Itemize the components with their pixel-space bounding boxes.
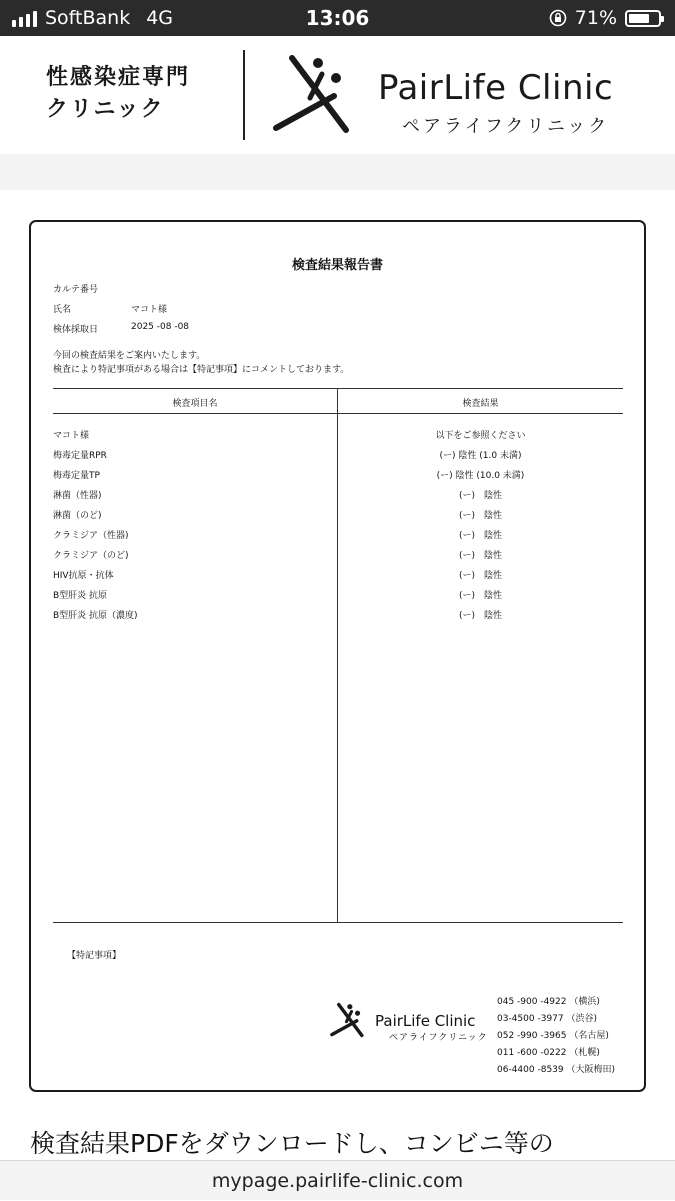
- meta-label-chart-number: カルテ番号: [53, 285, 99, 295]
- download-instruction-text: 検査結果PDFをダウンロードし、コンビニ等の: [30, 1129, 554, 1158]
- table-row-result: (ー) 陰性: [458, 611, 503, 621]
- footer-brand-name: PairLife Clinic: [375, 1012, 476, 1030]
- header-divider: [243, 50, 245, 140]
- column-header-result: 検査結果: [462, 399, 499, 409]
- tagline-line1: 性感染症専門: [46, 65, 191, 90]
- table-top-border: [53, 388, 623, 389]
- battery-icon: [625, 10, 661, 27]
- table-row-item: クラミジア（のど): [53, 551, 129, 561]
- table-row-item: 梅毒定量TP: [53, 471, 100, 481]
- table-row-item: 淋菌（性器): [53, 491, 102, 501]
- phone-sapporo: 011 -600 -0222 （札幌): [497, 1048, 600, 1058]
- table-row-item: マコト様: [53, 431, 90, 441]
- status-bar: [0, 0, 675, 36]
- table-row-result: (ー) 陰性: [458, 491, 503, 501]
- table-row-result: (ー) 陰性: [458, 551, 503, 561]
- table-row-item: 梅毒定量RPR: [53, 451, 107, 461]
- footer-brand-kana: ペアライフクリニック: [389, 1033, 488, 1043]
- table-bottom-border: [53, 922, 623, 923]
- column-header-item: 検査項目名: [172, 399, 218, 409]
- battery-percent: 71%: [574, 7, 617, 29]
- phone-osaka-umeda: 06-4400 -8539 （大阪梅田): [497, 1065, 615, 1075]
- clock-time: 13:06: [305, 6, 370, 30]
- orientation-lock-icon: [549, 9, 567, 27]
- table-row-item: 淋菌（のど): [53, 511, 102, 521]
- table-row-result: (ー) 陰性: [458, 591, 503, 601]
- brand-kana: ペアライフクリニック: [402, 116, 610, 137]
- address-bar[interactable]: [0, 1160, 675, 1200]
- special-notes-label: 【特記事項】: [67, 951, 122, 961]
- meta-value-name: マコト様: [131, 305, 168, 315]
- header-bottom-band: [0, 154, 675, 190]
- brand-name[interactable]: PairLife Clinic: [378, 68, 614, 108]
- phone-nagoya: 052 -990 -3965 （名古屋): [497, 1031, 609, 1041]
- network-type: 4G: [146, 7, 174, 29]
- phone-yokohama: 045 -900 -4922 （横浜): [497, 997, 600, 1007]
- table-row-item: クラミジア（性器): [53, 531, 129, 541]
- tagline-line2: クリニック: [46, 97, 165, 122]
- table-row-result: (ー) 陰性 (1.0 未満): [439, 451, 522, 461]
- meta-label-sample-date: 検体採取日: [53, 325, 99, 335]
- pairlife-logo-icon[interactable]: [270, 52, 362, 136]
- table-row-item: B型肝炎 抗原: [53, 591, 108, 601]
- carrier-name: SoftBank: [45, 7, 131, 29]
- footer-logo-icon: [329, 1002, 369, 1038]
- site-header: [0, 36, 675, 154]
- phone-shibuya: 03-4500 -3977 （渋谷): [497, 1014, 597, 1024]
- table-row-result: (ー) 陰性: [458, 531, 503, 541]
- meta-value-sample-date: 2025 -08 -08: [131, 322, 190, 332]
- table-row-result: (ー) 陰性: [458, 571, 503, 581]
- test-result-report: [29, 220, 646, 1092]
- table-row-result: 以下をご参照ください: [435, 431, 526, 441]
- table-row-result: (ー) 陰性 (10.0 未満): [436, 471, 525, 481]
- table-row-item: B型肝炎 抗原（濃度): [53, 611, 138, 621]
- table-row-result: (ー) 陰性: [458, 511, 503, 521]
- meta-label-name: 氏名: [53, 305, 72, 315]
- table-header-border: [53, 413, 623, 414]
- clinic-tagline: [46, 62, 190, 126]
- intro-line1: 今回の検査結果をご案内いたします。: [53, 351, 206, 361]
- table-row-item: HIV抗原・抗体: [53, 571, 114, 581]
- intro-line2: 検査により特記事項がある場合は【特記事項】にコメントしております。: [53, 365, 350, 375]
- report-title: 検査結果報告書: [291, 258, 383, 273]
- url-text[interactable]: mypage.pairlife-clinic.com: [211, 1170, 464, 1192]
